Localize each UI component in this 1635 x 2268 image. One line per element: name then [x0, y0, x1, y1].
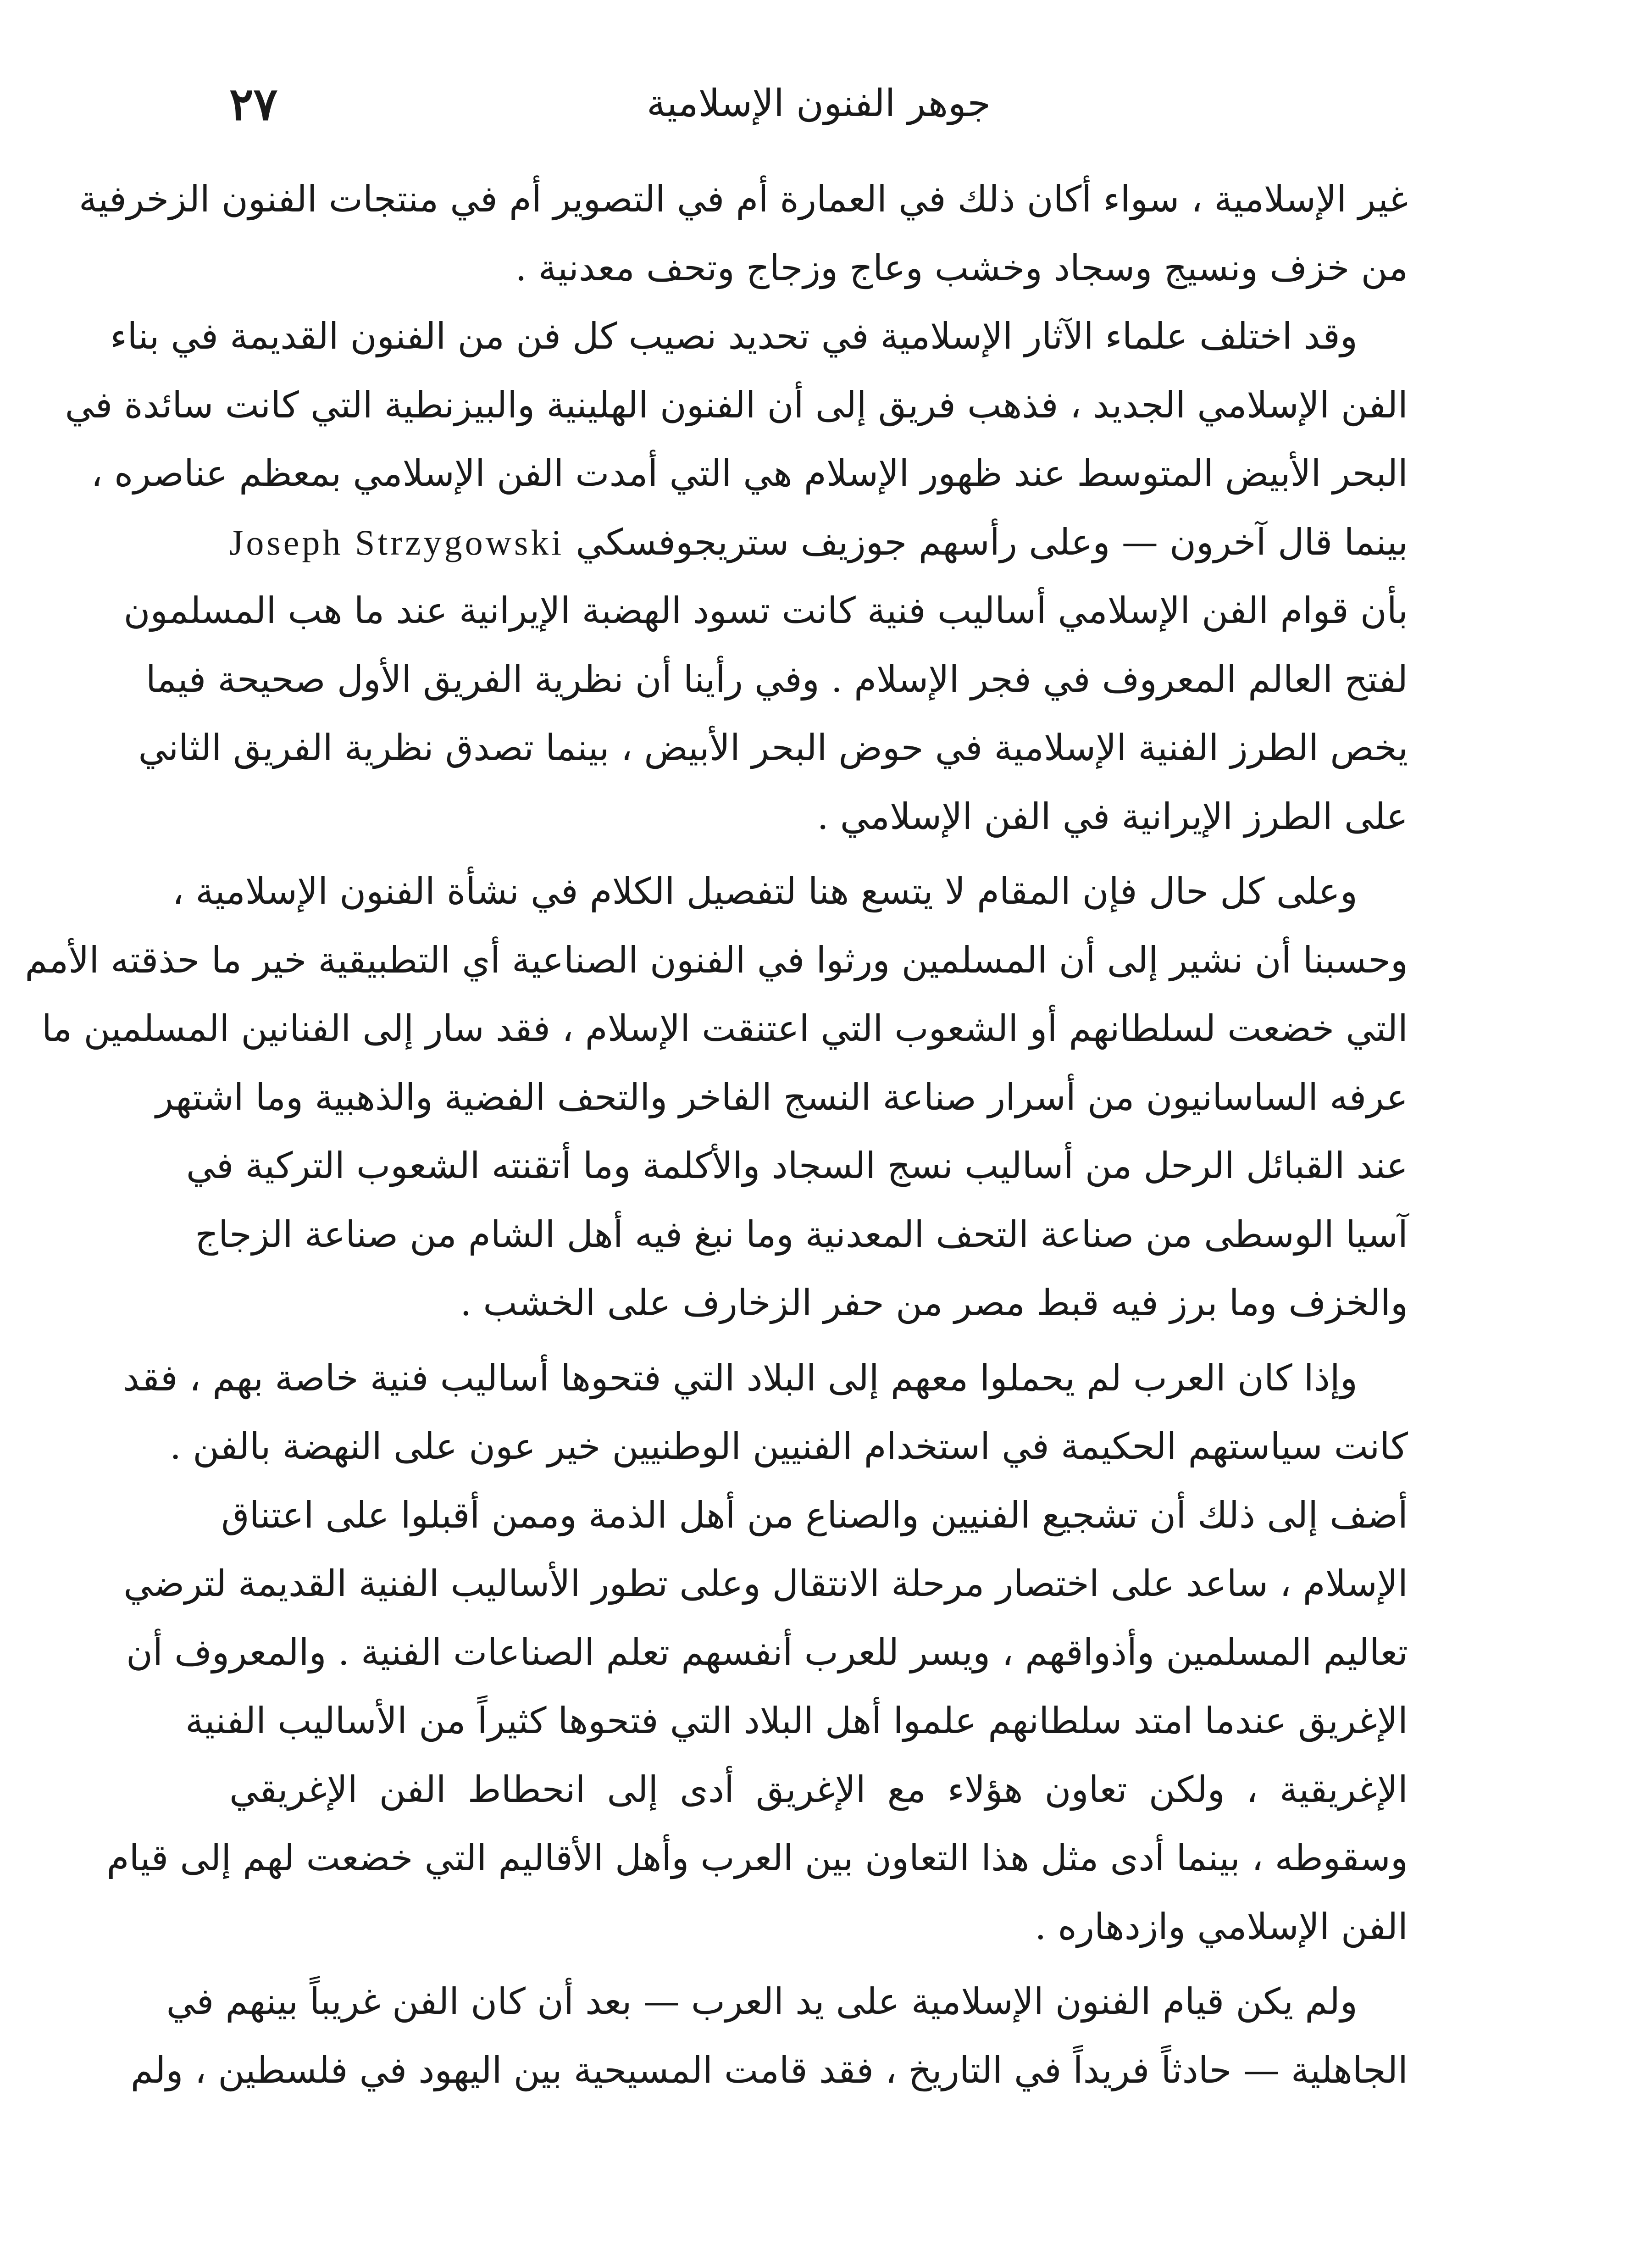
text-line: أضف إلى ذلك أن تشجيع الفنيين والصناع من أهل الذمة وممن أقبلوا على اعتناق [221, 1494, 1408, 1536]
text-line: الإسلام ، ساعد على اختصار مرحلة الانتقال وعلى تطور الأساليب الفنية القديمة لترضي [123, 1562, 1408, 1605]
page-number: ٢٧ [229, 78, 278, 131]
text-line: الفن الإسلامي وازدهاره . [1035, 1905, 1408, 1948]
text-line: على الطرز الإيرانية في الفن الإسلامي . [817, 795, 1408, 838]
text-line: من خزف ونسيج وسجاد وخشب وعاج وزجاج وتحف معدنية . [515, 246, 1408, 289]
text-line: يخص الطرز الفنية الإسلامية في حوض البحر الأبيض ، بينما تصدق نظرية الفريق الثاني [138, 727, 1408, 769]
text-line: الفن الإسلامي الجديد ، فذهب فريق إلى أن الفنون الهلينية والبيزنطية التي كانت سائدة في [65, 384, 1408, 426]
paragraph-start-line: ولم يكن قيام الفنون الإسلامية على يد العرب — بعد أن كان الفن غريباً بينهم في [166, 1980, 1358, 2023]
text-line-with-latin-name [229, 508, 1408, 577]
paragraph-start-line: وقد اختلف علماء الآثار الإسلامية في تحديد نصيب كل فن من الفنون القديمة في بناء [110, 315, 1358, 357]
text-line: الإغريق عندما امتد سلطانهم علموا أهل البلاد التي فتحوها كثيراً من الأساليب الفنية [185, 1700, 1408, 1742]
text-line: تعاليم المسلمين وأذواقهم ، ويسر للعرب أنفسهم تعلم الصناعات الفنية . والمعروف أن [126, 1631, 1408, 1673]
text-line: بينما قال آخرون — وعلى رأسهم جوزيف ستريجوفسكي [576, 521, 1408, 563]
text-line: وسقوطه ، بينما أدى مثل هذا التعاون بين العرب وأهل الأقاليم التي خضعت لهم إلى قيام [106, 1837, 1408, 1879]
text-line: غير الإسلامية ، سواء أكان ذلك في العمارة أم في التصوير أم في منتجات الفنون الزخرفية [78, 178, 1408, 220]
text-line: عند القبائل الرحل من أساليب نسج السجاد والأكلمة وما أتقنته الشعوب التركية في [186, 1145, 1408, 1187]
text-line: وحسبنا أن نشير إلى أن المسلمين ورثوا في الفنون الصناعية أي التطبيقية خير ما حذقته الأمم [25, 939, 1408, 981]
text-line: لفتح العالم المعروف في فجر الإسلام . وفي رأينا أن نظرية الفريق الأول صحيحة فيما [145, 658, 1408, 700]
running-title: جوهر الفنون الإسلامية [646, 82, 991, 125]
running-header [229, 78, 1408, 147]
text-line: عرفه الساسانيون من أسرار صناعة النسج الفاخر والتحف الفضية والذهبية وما اشتهر [155, 1076, 1408, 1118]
text-line: آسيا الوسطى من صناعة التحف المعدنية وما نبغ فيه أهل الشام من صناعة الزجاج [195, 1213, 1408, 1256]
text-line: الجاهلية — حادثاً فريداً في التاريخ ، فقد قامت المسيحية بين اليهود في فلسطين ، ولم [130, 2049, 1408, 2091]
body-text [25, 165, 1408, 2105]
text-line: البحر الأبيض المتوسط عند ظهور الإسلام هي التي أمدت الفن الإسلامي بمعظم عناصره ، [91, 452, 1408, 495]
latin-name: Joseph Strzygowski [229, 522, 565, 562]
paragraph-start-line: وإذا كان العرب لم يحملوا معهم إلى البلاد التي فتحوها أساليب فنية خاصة بهم ، فقد [123, 1356, 1358, 1399]
paragraph-start-line: وعلى كل حال فإن المقام لا يتسع هنا لتفصيل الكلام في نشأة الفنون الإسلامية ، [172, 870, 1358, 912]
text-line: الإغريقية ، ولكن تعاون هؤلاء مع الإغريق أدى إلى انحطاط الفن الإغريقي [229, 1768, 1408, 1811]
text-line: التي خضعت لسلطانهم أو الشعوب التي اعتنقت الإسلام ، فقد سار إلى الفنانين المسلمين ما [41, 1007, 1408, 1050]
text-line: كانت سياستهم الحكيمة في استخدام الفنيين الوطنيين خير عون على النهضة بالفن . [170, 1425, 1408, 1468]
text-line: بأن قوام الفن الإسلامي أساليب فنية كانت تسود الهضبة الإيرانية عند ما هب المسلمون [123, 589, 1408, 632]
text-line: والخزف وما برز فيه قبط مصر من حفر الزخارف على الخشب . [460, 1282, 1408, 1324]
